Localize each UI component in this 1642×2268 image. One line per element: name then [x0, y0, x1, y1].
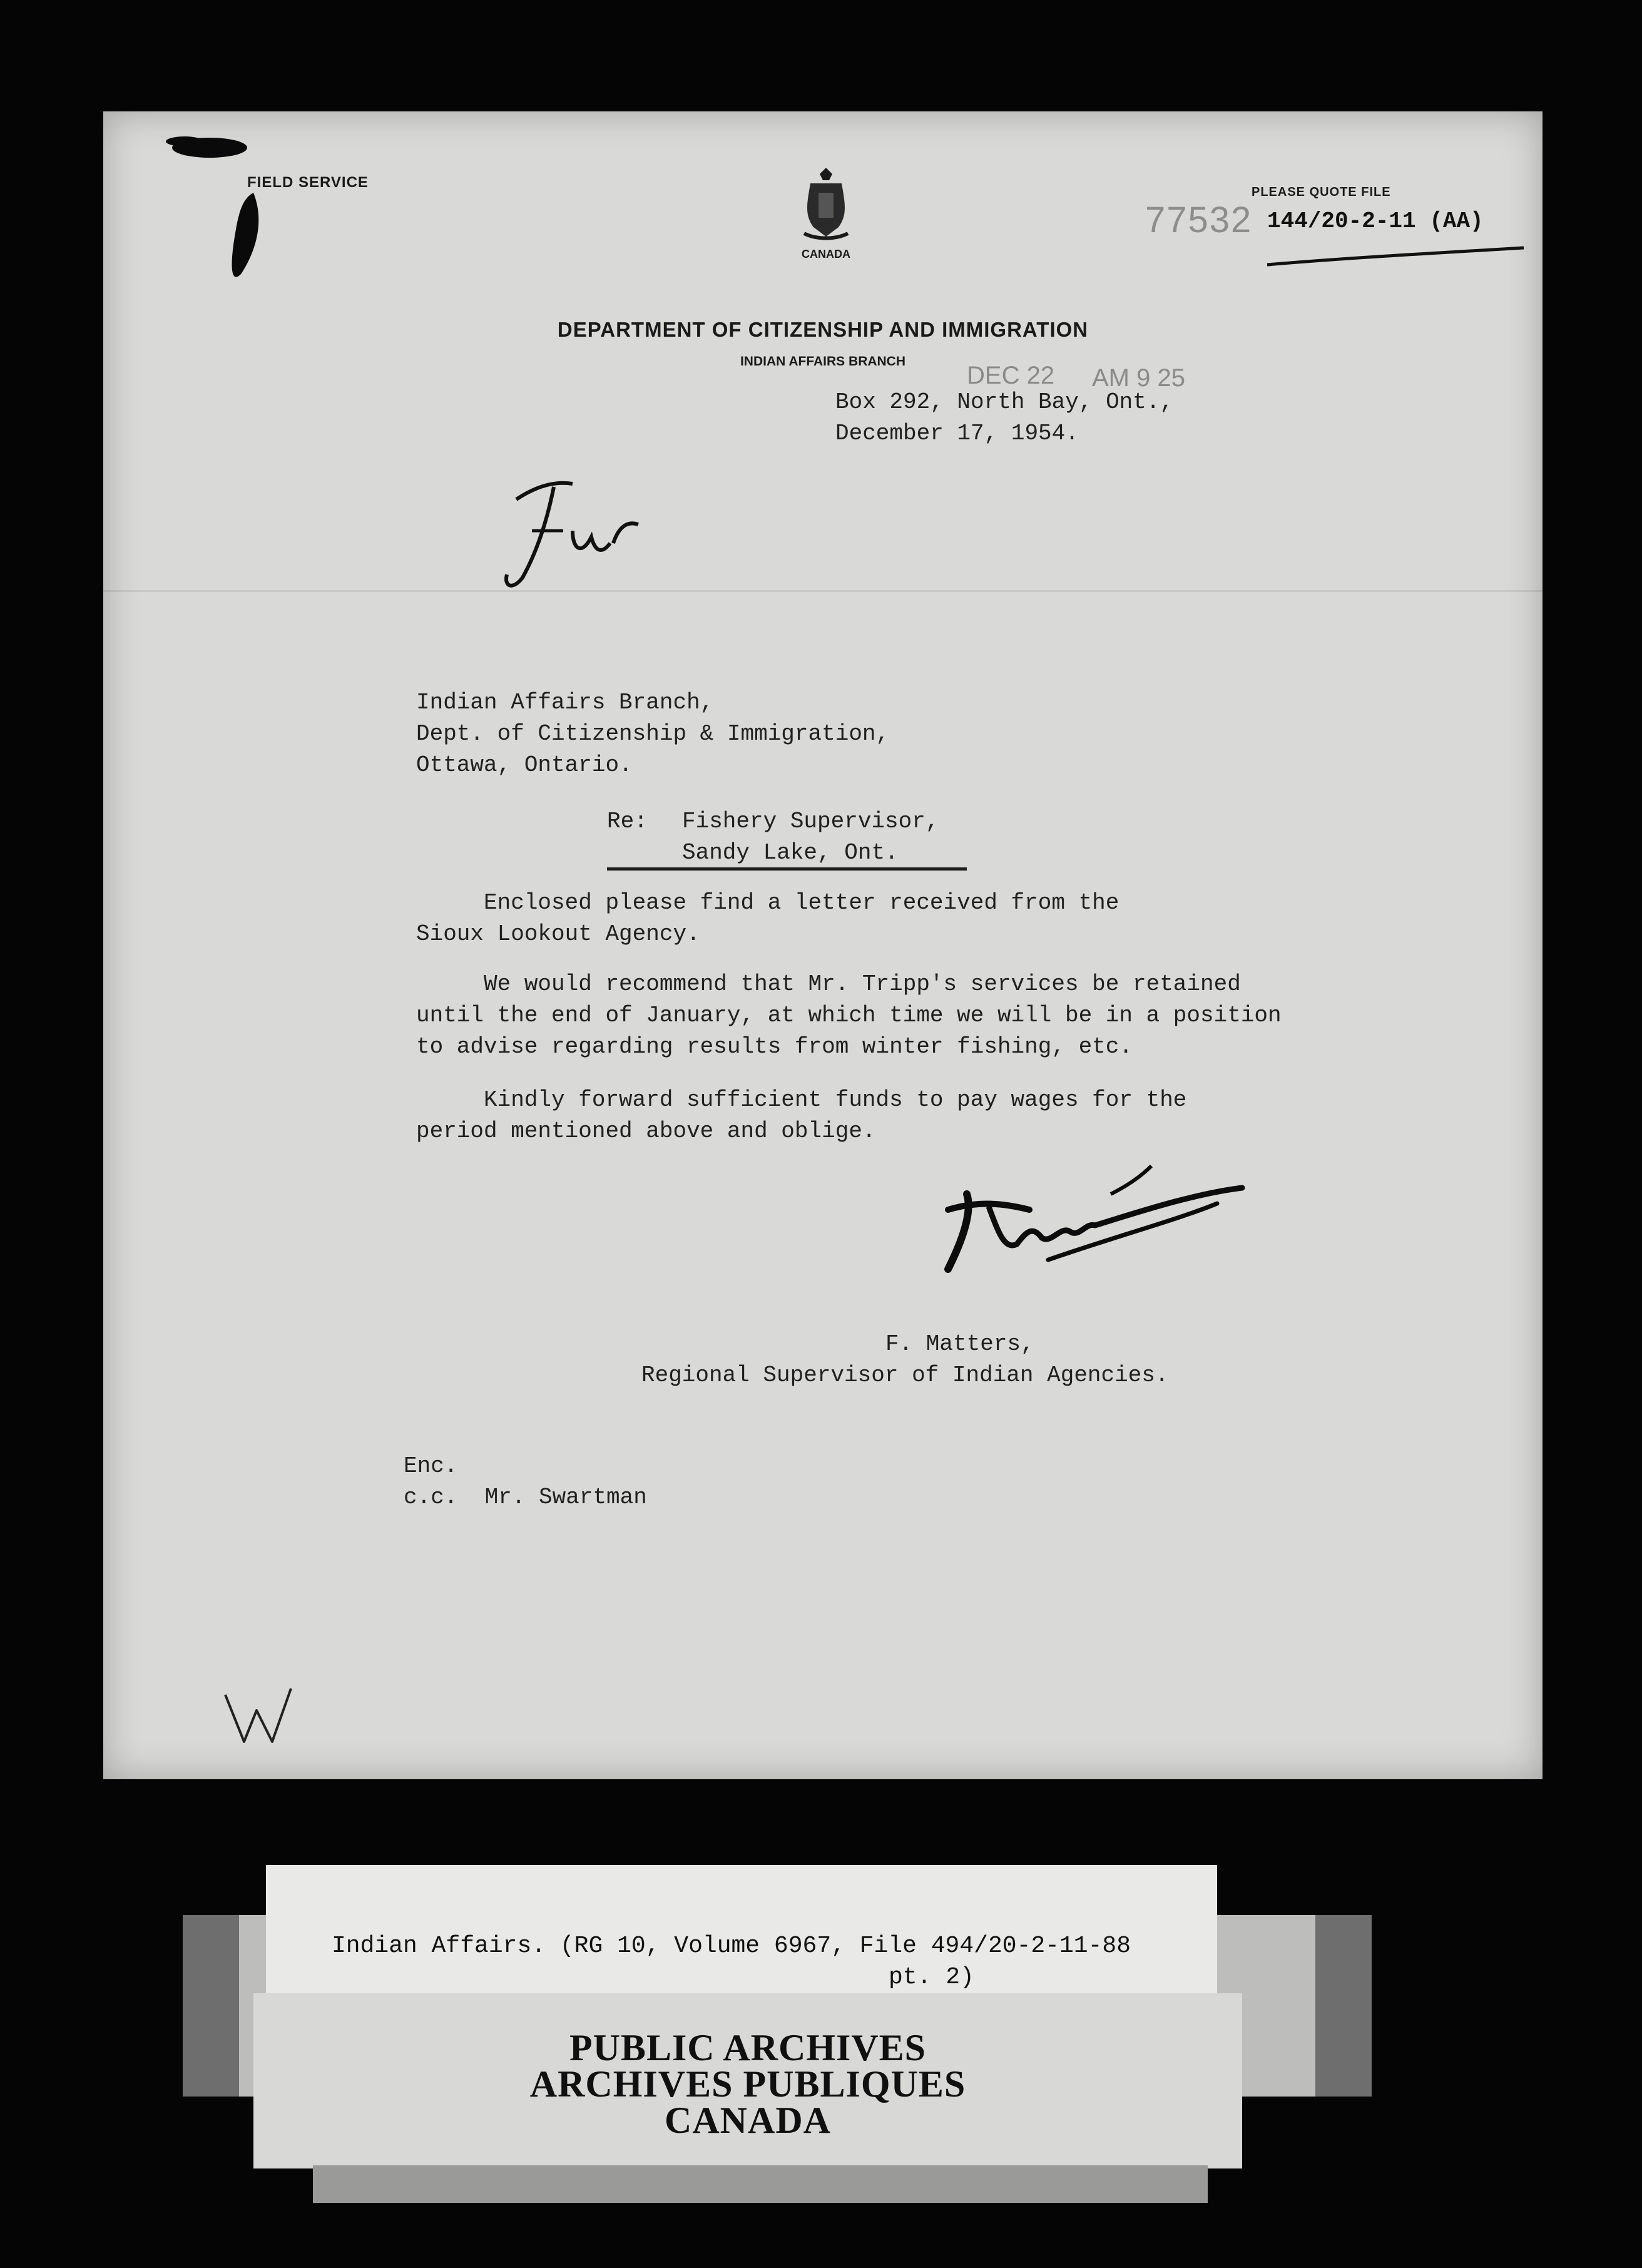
public-archives-line2: ARCHIVES PUBLIQUES [529, 2063, 966, 2105]
body-paragraph2-line1: We would recommend that Mr. Tripp's services be retained [416, 971, 1241, 997]
subject-underline [607, 867, 967, 871]
stamped-file-number: 77532 [1145, 200, 1253, 240]
body-paragraph1-line1: Enclosed please find a letter received from the [416, 890, 1119, 916]
public-archives-line3: CANADA [665, 2100, 831, 2141]
ink-blot [160, 130, 272, 293]
please-quote-file-label: PLEASE QUOTE FILE [1252, 185, 1391, 199]
archive-citation-card [266, 1865, 1217, 2003]
signatory-name: F. Matters, [885, 1331, 1034, 1357]
archive-citation-line1: Indian Affairs. (RG 10, Volume 6967, File 494/20-2-11-88 [332, 1933, 1131, 1959]
subject-prefix: Re: [607, 809, 648, 834]
received-stamp-date: DEC 22 [967, 362, 1055, 389]
canada-label: CANADA [802, 248, 850, 260]
body-paragraph3-line1: Kindly forward sufficient funds to pay wages for the [416, 1087, 1187, 1113]
body-paragraph2-line3: to advise regarding results from winter fishing, etc. [416, 1034, 1133, 1060]
public-archives-label [253, 1993, 1242, 2168]
body-paragraph2-line2: until the end of January, at which time we will be in a position [416, 1003, 1282, 1028]
handwritten-notation-fur [479, 462, 666, 600]
received-stamp-time: AM 9 25 [1092, 364, 1185, 392]
svg-text:W: W [219, 1682, 220, 1683]
recipient-line2: Dept. of Citizenship & Immigration, [416, 721, 890, 747]
fold-line [103, 590, 1543, 592]
file-number-underline [1264, 246, 1527, 271]
signatory-title: Regional Supervisor of Indian Agencies. [641, 1362, 1169, 1388]
letter-date: December 17, 1954. [835, 421, 1079, 446]
subject-line2: Sandy Lake, Ont. [682, 840, 899, 866]
carbon-copy-line: c.c. Mr. Swartman [404, 1484, 647, 1510]
recipient-line1: Indian Affairs Branch, [416, 690, 714, 715]
field-service-label: FIELD SERVICE [247, 174, 369, 191]
letter-page [103, 111, 1543, 1779]
body-paragraph3-line2: period mentioned above and oblige. [416, 1118, 876, 1144]
handwritten-signature [929, 1150, 1255, 1282]
recipient-line3: Ottawa, Ontario. [416, 752, 633, 778]
enclosure-label: Enc. [404, 1453, 458, 1479]
archive-citation-line2: pt. 2) [889, 1964, 974, 1991]
branch-title: INDIAN AFFAIRS BRANCH [740, 354, 906, 369]
coat-of-arms-emblem [798, 165, 854, 246]
file-number: 144/20-2-11 (AA) [1267, 208, 1484, 234]
body-paragraph1-line2: Sioux Lookout Agency. [416, 921, 700, 947]
svg-text:FMatters: FMatters [929, 1150, 932, 1151]
public-archives-line1: PUBLIC ARCHIVES [569, 2027, 927, 2068]
sender-address-line1: Box 292, North Bay, Ont., [835, 389, 1174, 415]
handwritten-notation-w [219, 1682, 300, 1751]
archive-card-bottom-edge [313, 2165, 1208, 2203]
department-title: DEPARTMENT OF CITIZENSHIP AND IMMIGRATION [557, 318, 1089, 341]
subject-line1: Fishery Supervisor, [682, 809, 939, 834]
